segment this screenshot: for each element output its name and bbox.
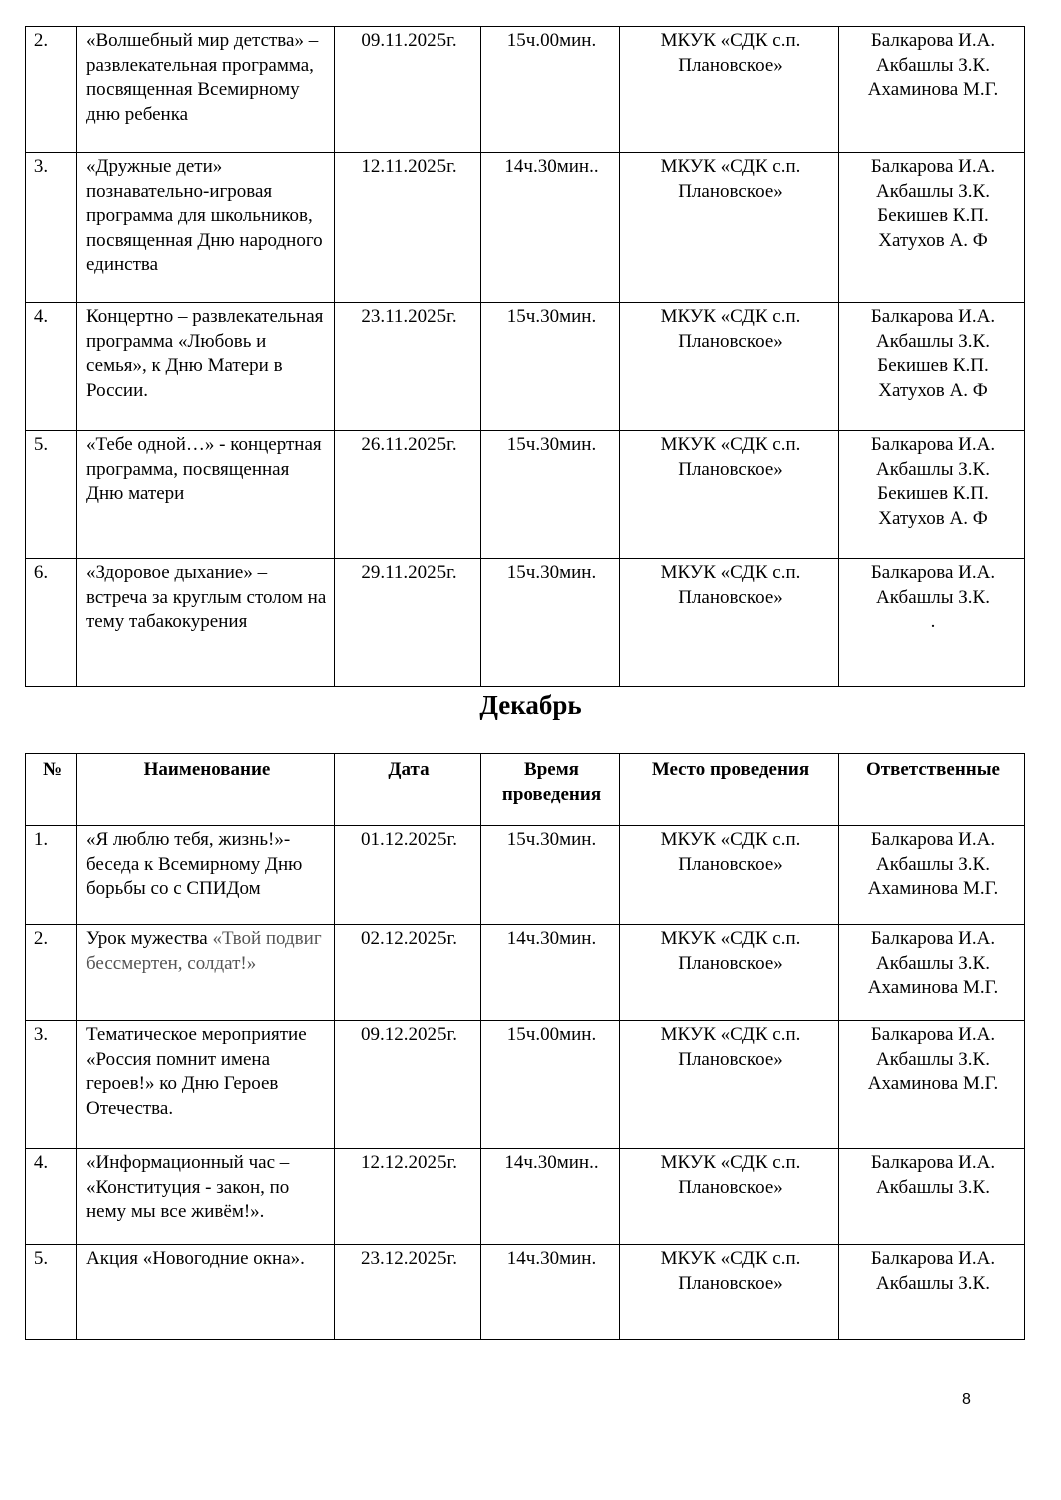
- month-heading: Декабрь: [479, 690, 582, 720]
- event-name: «Информационный час – «Конституция - закон, по нему мы все живём!».: [77, 1149, 335, 1245]
- responsible-person: Ахаминова М.Г.: [867, 79, 999, 100]
- responsible-persons: [839, 1245, 1025, 1340]
- event-date: 02.12.2025г.: [335, 925, 481, 1021]
- responsible-person: Балкарова И.А.: [870, 1248, 996, 1269]
- event-place: МКУК «СДК с.п. Плановское»: [620, 431, 839, 559]
- event-time: 14ч.30мин.: [481, 1245, 620, 1340]
- event-time: 14ч.30мин..: [481, 153, 620, 303]
- event-date: 26.11.2025г.: [335, 431, 481, 559]
- event-time: 15ч.30мин.: [481, 303, 620, 431]
- event-time: 14ч.30мин..: [481, 1149, 620, 1245]
- responsible-persons: [839, 431, 1025, 559]
- event-time: 15ч.30мин.: [481, 826, 620, 925]
- responsible-person: .: [930, 611, 936, 632]
- responsible-persons: [839, 1149, 1025, 1245]
- responsible-person: Балкарова И.А.: [870, 306, 996, 327]
- responsible-person: Акбашлы З.К.: [876, 586, 990, 608]
- responsible-person: Балкарова И.А.: [870, 1024, 996, 1045]
- event-place: МКУК «СДК с.п. Плановское»: [620, 826, 839, 925]
- responsible-persons: [839, 27, 1025, 153]
- responsible-person: Балкарова И.А.: [870, 156, 996, 177]
- event-time: 15ч.00мин.: [481, 1021, 620, 1149]
- event-name: [77, 925, 335, 1021]
- responsible-person: Хатухов А. Ф: [878, 379, 988, 401]
- event-name: «Здоровое дыхание» – встреча за круглым столом на тему табакокурения: [77, 559, 335, 687]
- responsible-person: Бекишев К.П.: [877, 205, 989, 226]
- responsible-person: Ахаминова М.Г.: [867, 977, 999, 998]
- responsible-person: Акбашлы З.К.: [876, 458, 990, 480]
- event-date: 12.12.2025г.: [335, 1149, 481, 1245]
- december-events-table: [25, 753, 1025, 1340]
- event-time: 15ч.30мин.: [481, 431, 620, 559]
- responsible-person: Балкарова И.А.: [870, 829, 996, 850]
- event-name-prefix: Урок мужества: [86, 928, 213, 949]
- event-time: 15ч.00мин.: [481, 27, 620, 153]
- event-name: Концертно – развлекательная программа «Любовь и семья», к Дню Матери в России.: [77, 303, 335, 431]
- row-number: 2.: [26, 925, 77, 1021]
- responsible-person: Бекишев К.П.: [877, 355, 989, 376]
- event-name: «Волшебный мир детства» – развлекательная программа, посвященная Всемирному дню ребенка: [77, 27, 335, 153]
- event-time: 15ч.30мин.: [481, 559, 620, 687]
- table-row: [26, 559, 1025, 687]
- responsible-person: Акбашлы З.К.: [876, 180, 990, 202]
- row-number: 3.: [26, 153, 77, 303]
- november-events-table: [25, 26, 1025, 687]
- event-place: МКУК «СДК с.п. Плановское»: [620, 559, 839, 687]
- event-name-quote: «Твой подвиг бессмертен, солдат!»: [86, 928, 322, 974]
- event-date: 09.12.2025г.: [335, 1021, 481, 1149]
- event-place: МКУК «СДК с.п. Плановское»: [620, 1245, 839, 1340]
- responsible-persons: [839, 153, 1025, 303]
- responsible-person: Балкарова И.А.: [870, 928, 996, 949]
- responsible-person: Акбашлы З.К.: [876, 330, 990, 352]
- responsible-person: Ахаминова М.Г.: [867, 1073, 999, 1094]
- responsible-person: Акбашлы З.К.: [876, 1272, 990, 1294]
- responsible-person: Акбашлы З.К.: [876, 952, 990, 974]
- event-name: «Тебе одной…» - концертная программа, посвященная Дню матери: [77, 431, 335, 559]
- responsible-person: Хатухов А. Ф: [878, 507, 988, 529]
- event-place: МКУК «СДК с.п. Плановское»: [620, 153, 839, 303]
- page-number: 8: [962, 1391, 971, 1408]
- event-date: 23.11.2025г.: [335, 303, 481, 431]
- responsible-persons: [839, 925, 1025, 1021]
- event-place: МКУК «СДК с.п. Плановское»: [620, 1021, 839, 1149]
- row-number: 6.: [26, 559, 77, 687]
- responsible-person: Акбашлы З.К.: [876, 853, 990, 875]
- row-number: 5.: [26, 1245, 77, 1340]
- responsible-person: Балкарова И.А.: [870, 1152, 996, 1173]
- responsible-persons: [839, 303, 1025, 431]
- table-row: [26, 1021, 1025, 1149]
- event-place: МКУК «СДК с.п. Плановское»: [620, 1149, 839, 1245]
- event-place: МКУК «СДК с.п. Плановское»: [620, 303, 839, 431]
- table-row: [26, 431, 1025, 559]
- table-row: [26, 1245, 1025, 1340]
- responsible-person: Акбашлы З.К.: [876, 1176, 990, 1198]
- row-number: 2.: [26, 27, 77, 153]
- column-header: Ответственные: [839, 754, 1025, 826]
- row-number: 4.: [26, 303, 77, 431]
- table-row: [26, 1149, 1025, 1245]
- table-row: [26, 303, 1025, 431]
- responsible-person: Бекишев К.П.: [877, 483, 989, 504]
- responsible-persons: [839, 826, 1025, 925]
- event-date: 12.11.2025г.: [335, 153, 481, 303]
- column-header: Наименование: [77, 754, 335, 826]
- column-header: Время проведения: [481, 754, 620, 826]
- responsible-person: Акбашлы З.К.: [876, 54, 990, 76]
- row-number: 1.: [26, 826, 77, 925]
- responsible-person: Хатухов А. Ф: [878, 229, 988, 251]
- row-number: 3.: [26, 1021, 77, 1149]
- event-place: МКУК «СДК с.п. Плановское»: [620, 27, 839, 153]
- table-row: [26, 826, 1025, 925]
- column-header: Дата: [335, 754, 481, 826]
- column-header: Место проведения: [620, 754, 839, 826]
- event-name: «Я люблю тебя, жизнь!»- беседа к Всемирному Дню борьбы со с СПИДом: [77, 826, 335, 925]
- event-place: МКУК «СДК с.п. Плановское»: [620, 925, 839, 1021]
- event-date: 23.12.2025г.: [335, 1245, 481, 1340]
- responsible-person: Акбашлы З.К.: [876, 1048, 990, 1070]
- responsible-person: Балкарова И.А.: [870, 562, 996, 583]
- responsible-person: Балкарова И.А.: [870, 30, 996, 51]
- event-date: 09.11.2025г.: [335, 27, 481, 153]
- responsible-person: Ахаминова М.Г.: [867, 878, 999, 899]
- responsible-persons: [839, 1021, 1025, 1149]
- event-name: Тематическое мероприятие «Россия помнит имена героев!» ко Дню Героев Отечества.: [77, 1021, 335, 1149]
- row-number: 4.: [26, 1149, 77, 1245]
- table-header-row: [26, 754, 1025, 826]
- column-header: №: [26, 754, 77, 826]
- event-time: 14ч.30мин.: [481, 925, 620, 1021]
- event-date: 01.12.2025г.: [335, 826, 481, 925]
- event-name: «Дружные дети» познавательно-игровая программа для школьников, посвященная Дню народного единства: [77, 153, 335, 303]
- event-date: 29.11.2025г.: [335, 559, 481, 687]
- table-row: [26, 925, 1025, 1021]
- event-name: Акция «Новогодние окна».: [77, 1245, 335, 1340]
- responsible-person: Балкарова И.А.: [870, 434, 996, 455]
- table-row: [26, 153, 1025, 303]
- responsible-persons: [839, 559, 1025, 687]
- row-number: 5.: [26, 431, 77, 559]
- table-row: [26, 27, 1025, 153]
